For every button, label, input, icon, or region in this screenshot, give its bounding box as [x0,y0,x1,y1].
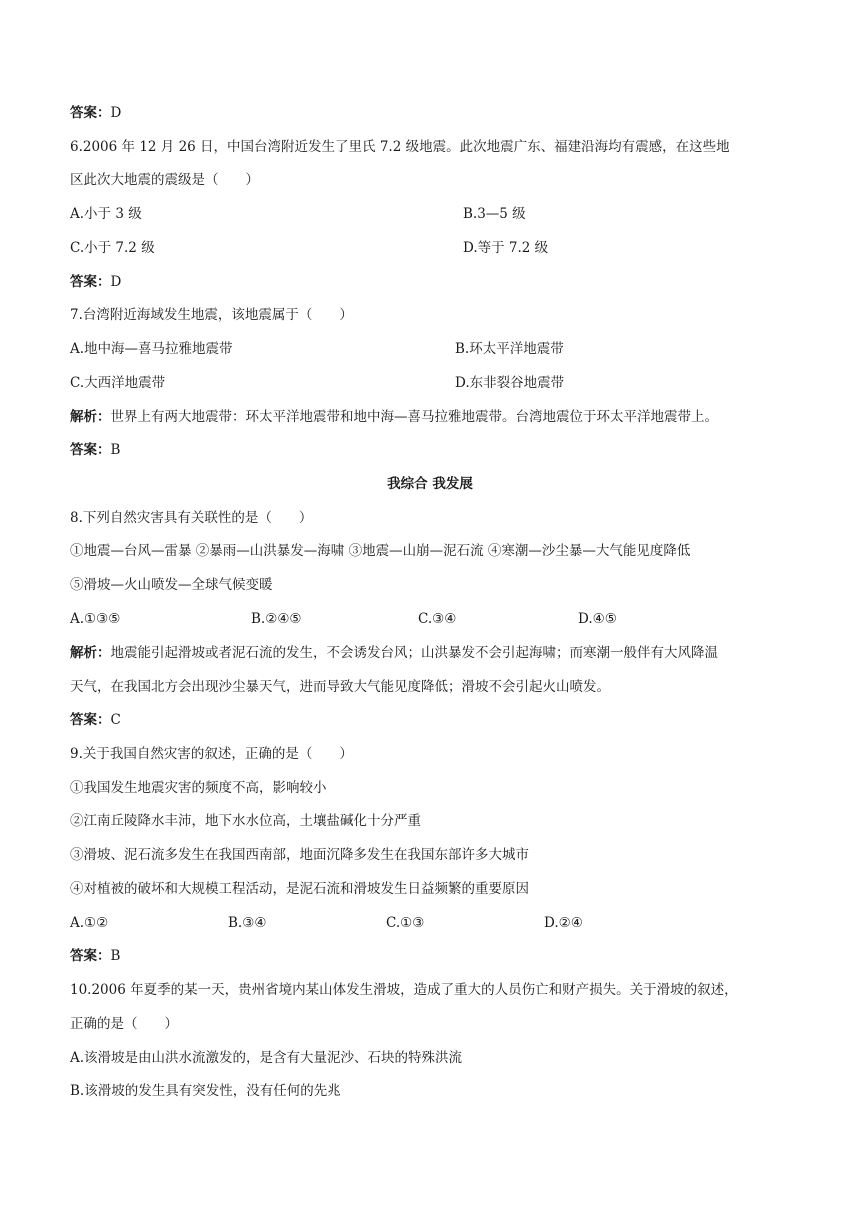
question-10-stem-line-1: 10.2006 年夏季的某一天，贵州省境内某山体发生滑坡，造成了重大的人员伤亡和财产损失。关于滑坡的叙述， [70,982,738,998]
question-9-option-c: C.①③ [386,915,425,931]
question-9-item-3: ③滑坡、泥石流多发生在我国西南部，地面沉降多发生在我国东部许多大城市 [70,847,529,863]
answer-line [70,711,121,729]
question-9-stem: 9.关于我国自然灾害的叙述，正确的是（ ） [70,746,353,762]
answer-label: 答案： [70,105,111,121]
question-8-option-b: B.②④⑤ [251,611,302,627]
question-8-option-a: A.①③⑤ [70,611,121,627]
answer-line [70,104,121,122]
answer-value: D [110,274,122,290]
question-6-option-c: C.小于 7.2 级 [70,240,155,256]
question-8-option-c: C.③④ [418,611,457,627]
answer-label: 答案： [70,274,111,290]
answer-line [70,441,120,459]
question-6-option-b: B.3—5 级 [463,206,526,222]
analysis-label: 解析： [70,409,111,425]
question-9-option-d: D.②④ [544,915,583,931]
question-10-option-a: A.该滑坡是由山洪水流激发的，是含有大量泥沙、石块的特殊洪流 [70,1050,463,1066]
question-7-option-d: D.东非裂谷地震带 [455,375,565,391]
question-10-stem-line-2: 正确的是（ ） [70,1016,178,1032]
answer-value: B [110,442,121,458]
question-6-option-d: D.等于 7.2 级 [463,240,549,256]
question-8-option-d: D.④⑤ [578,611,617,627]
analysis-text-line-2: 天气，在我国北方会出现沙尘暴天气，进而导致大气能见度降低；滑坡不会引起火山喷发。 [70,679,610,695]
question-7-option-c: C.大西洋地震带 [70,375,166,391]
question-9-item-4: ④对植被的破坏和大规模工程活动，是泥石流和滑坡发生日益频繁的重要原因 [70,881,529,897]
analysis-label: 解析： [70,645,111,661]
question-7-option-a: A.地中海—喜马拉雅地震带 [70,341,233,357]
answer-value: C [110,712,121,728]
question-8-stem: 8.下列自然灾害具有关联性的是（ ） [70,510,313,526]
question-7-stem: 7.台湾附近海域发生地震，该地震属于（ ） [70,307,353,323]
question-8-items-line-1: ①地震—台风—雷暴 ②暴雨—山洪暴发—海啸 ③地震—山崩—泥石流 ④寒潮—沙尘暴—大气能见度降低 [70,543,691,559]
question-9-option-a: A.①② [70,915,109,931]
question-8-items-line-2: ⑤滑坡—火山喷发—全球气候变暖 [70,577,273,593]
question-10-option-b: B.该滑坡的发生具有突发性，没有任何的先兆 [70,1083,341,1099]
question-6-stem-line-1: 6.2006 年 12 月 26 日，中国台湾附近发生了里氏 7.2 级地震。此次地震广东、福建沿海均有震感，在这些地 [70,139,730,155]
question-6-stem-line-2: 区此次大地震的震级是（ ） [70,172,259,188]
answer-label: 答案： [70,948,111,964]
question-9-item-1: ①我国发生地震灾害的频度不高，影响较小 [70,780,327,796]
section-heading: 我综合 我发展 [387,476,473,492]
answer-line [70,947,120,965]
answer-value: B [110,948,121,964]
analysis-line [70,408,718,426]
question-9-item-2: ②江南丘陵降水丰沛，地下水水位高，土壤盐碱化十分严重 [70,813,421,829]
analysis-text: 世界上有两大地震带：环太平洋地震带和地中海—喜马拉雅地震带。台湾地震位于环太平洋地震带上。 [110,409,718,425]
analysis-text-line-1: 地震能引起滑坡或者泥石流的发生，不会诱发台风；山洪暴发不会引起海啸；而寒潮一般伴有大风降温 [110,645,718,661]
question-9-option-b: B.③④ [228,915,267,931]
analysis-line [70,644,718,662]
answer-label: 答案： [70,712,111,728]
question-6-option-a: A.小于 3 级 [70,206,142,222]
answer-line [70,273,121,291]
answer-value: D [110,105,122,121]
answer-label: 答案： [70,442,111,458]
question-7-option-b: B.环太平洋地震带 [455,341,564,357]
